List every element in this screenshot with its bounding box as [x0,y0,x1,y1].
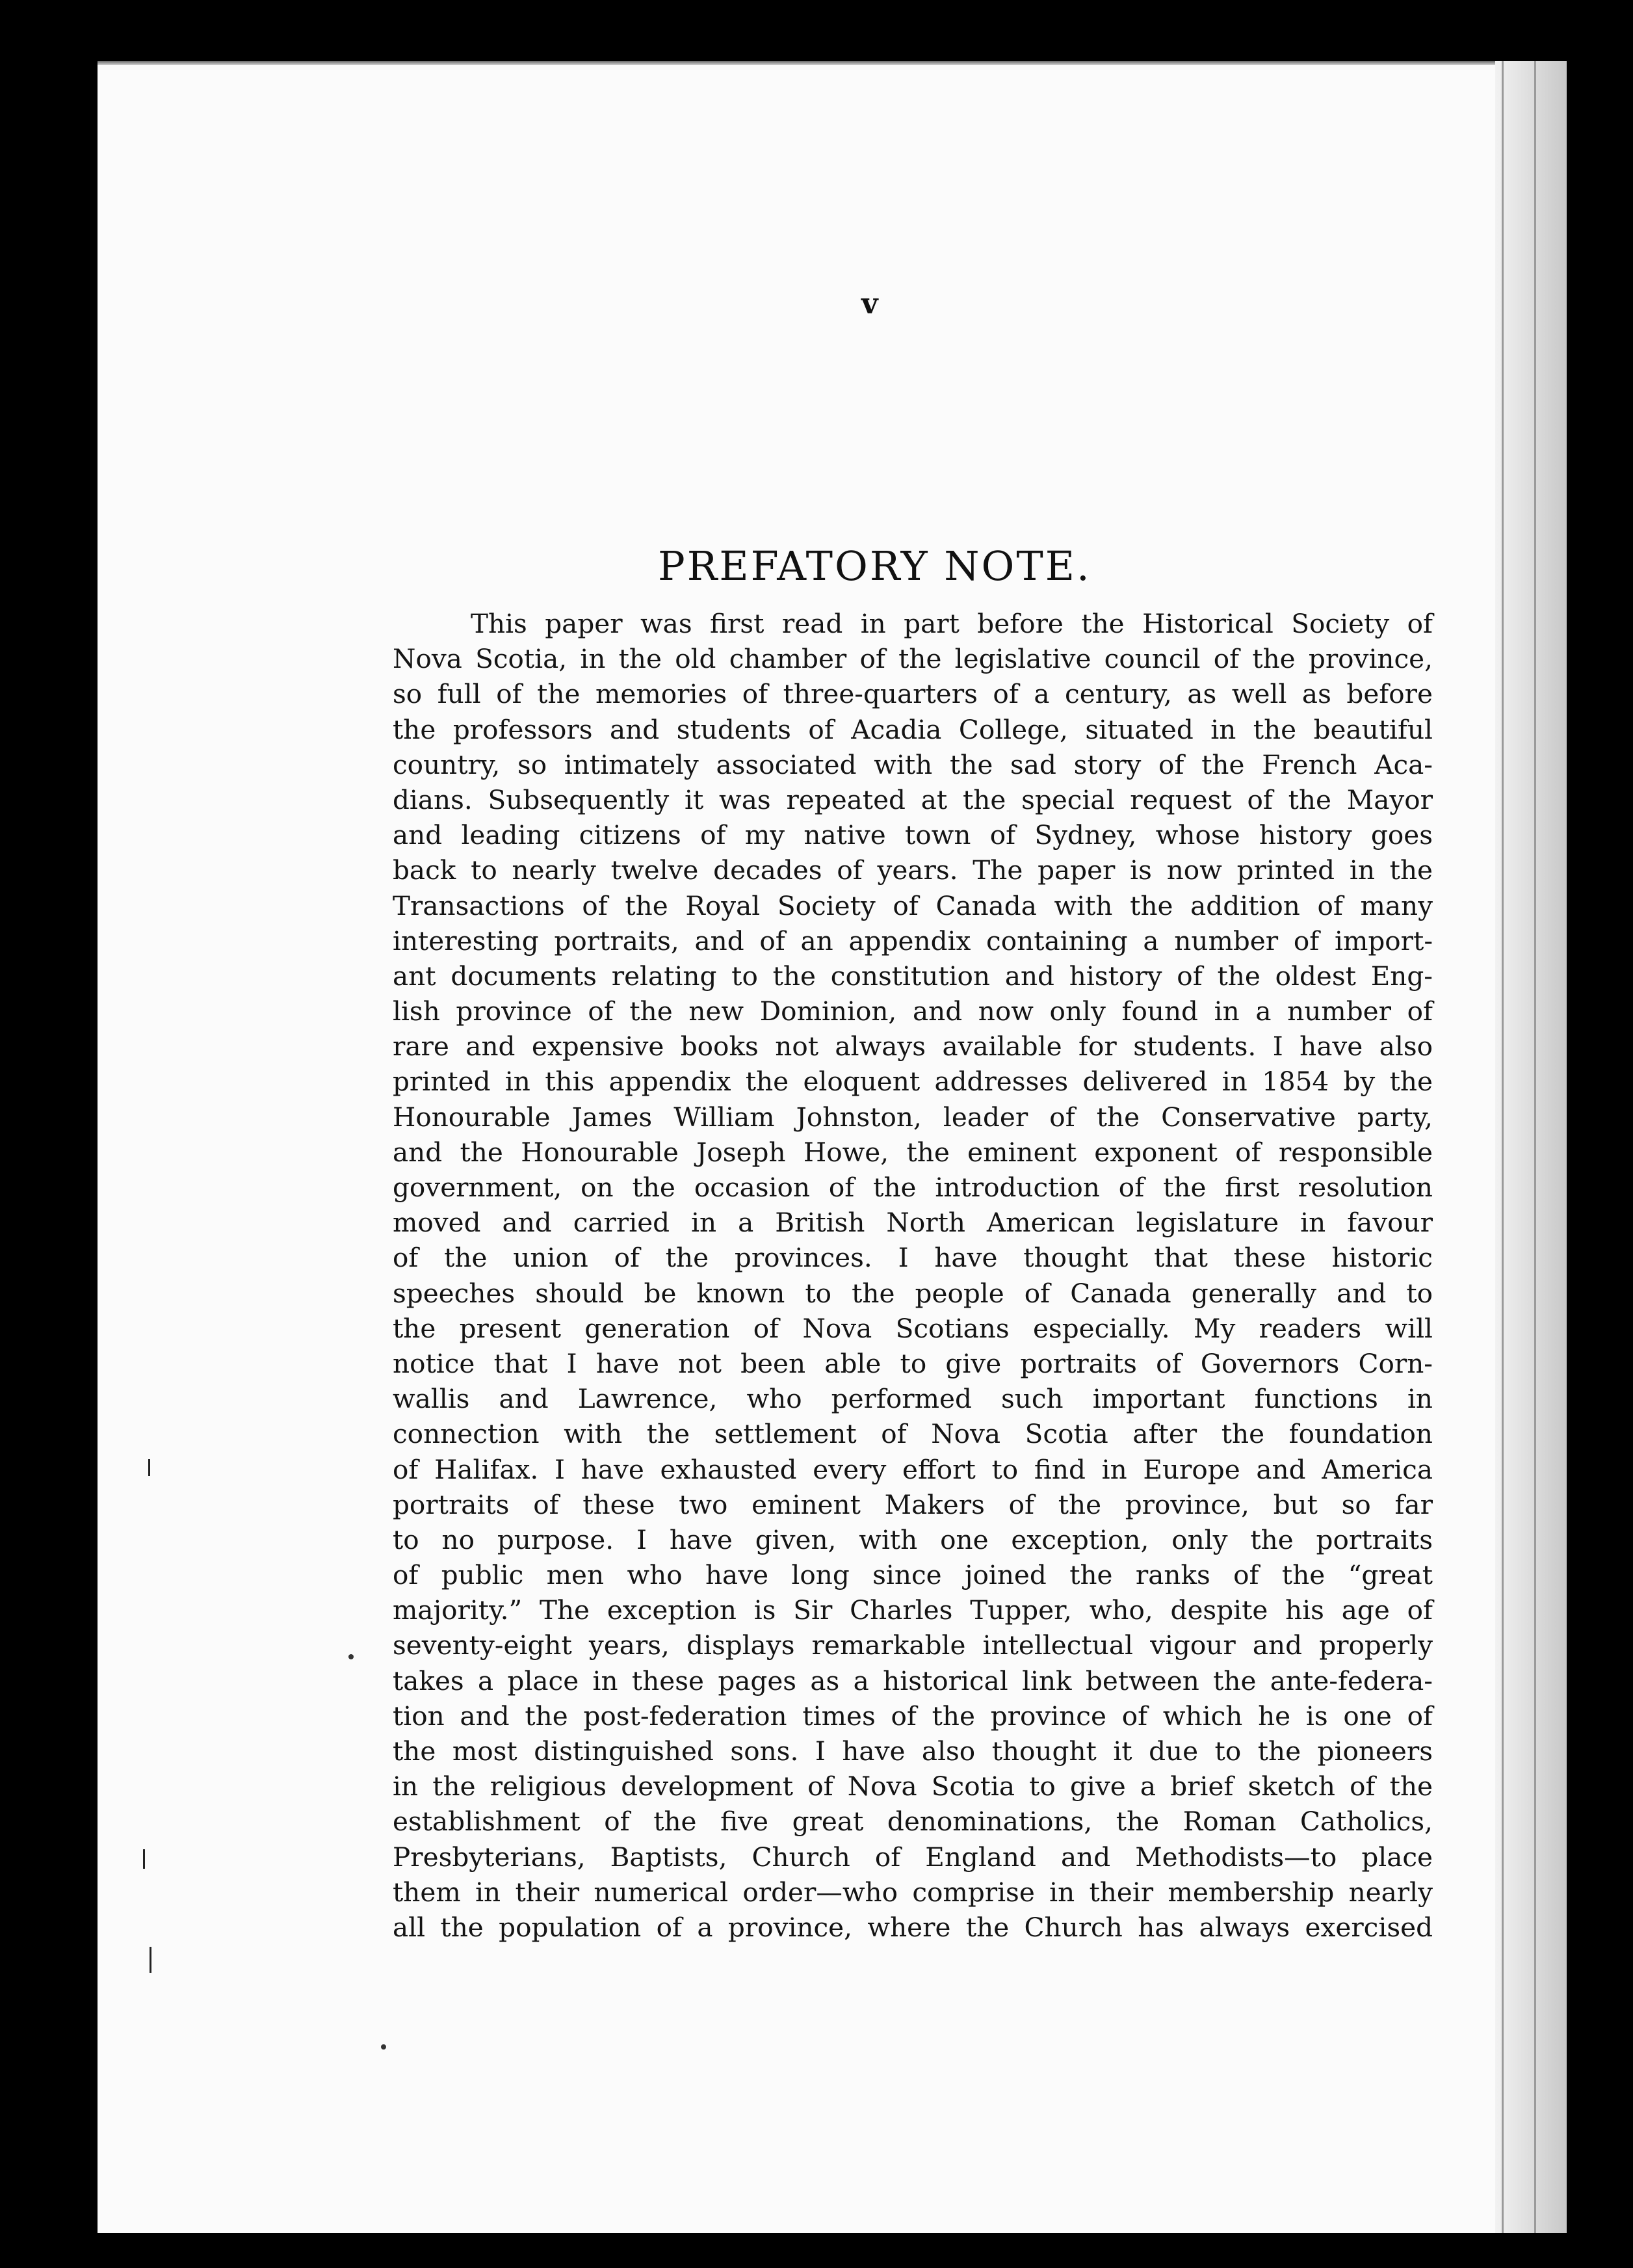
edge-line [1502,61,1504,2233]
text-line: in the religious development of Nova Scotia to give a brief sketch of the [393,1771,1433,1802]
text-line: back to nearly twelve decades of years. The paper is now printed in the [393,854,1433,886]
text-line: of Halifax. I have exhausted every effort to find in Europe and America [393,1453,1433,1485]
text-line: seventy-eight years, displays remarkable intellectual vigour and properly [393,1629,1433,1661]
page-number: v [861,287,878,321]
page-top-edge [98,61,1567,65]
text-line: takes a place in these pages as a historical link between the ante-federa- [393,1665,1433,1696]
text-line: notice that I have not been able to give portraits of Governors Corn- [393,1347,1433,1379]
scan-speck [348,1654,354,1659]
text-line: Presbyterians, Baptists, Church of England and Methodists—to place [393,1841,1433,1873]
text-line: Transactions of the Royal Society of Canada with the addition of many [393,890,1433,921]
text-line: to no purpose. I have given, with one exception, only the portraits [393,1523,1433,1555]
text-line: so full of the memories of three-quarters of a century, as well as before [393,678,1433,710]
scan-mark [143,1849,145,1869]
text-line: the professors and students of Acadia College, situated in the beautiful [393,713,1433,745]
text-line: lish province of the new Dominion, and now only found in a number of [393,996,1433,1027]
text-line: speeches should be known to the people of Canada generally and to [393,1277,1433,1309]
text-line: portraits of these two eminent Makers of the province, but so far [393,1488,1433,1520]
text-line: This paper was first read in part before the Historical Society of [471,608,1433,639]
text-line: and the Honourable Joseph Howe, the eminent exponent of responsible [393,1136,1433,1168]
text-line: Honourable James William Johnston, leader of the Conservative party, [393,1101,1433,1133]
scan-speck [381,2044,386,2050]
text-line: ant documents relating to the constitution and history of the oldest Eng- [393,960,1433,992]
text-line: majority.” The exception is Sir Charles Tupper, who, despite his age of [393,1594,1433,1626]
text-line: and leading citizens of my native town of Sydney, whose history goes [393,819,1433,851]
text-line: dians. Subsequently it was repeated at the special request of the Mayor [393,784,1433,815]
text-line: connection with the settlement of Nova Scotia after the foundation [393,1418,1433,1450]
text-line: rare and expensive books not always available for students. I have also [393,1031,1433,1062]
scan-mark [148,1459,150,1476]
text-line: government, on the occasion of the introduction of the first resolution [393,1172,1433,1203]
text-line: establishment of the five great denominations, the Roman Catholics, [393,1806,1433,1838]
text-line: tion and the post-federation times of the province of which he is one of [393,1700,1433,1732]
text-line: them in their numerical order—who comprise in their membership nearly [393,1876,1433,1908]
scan-mark [150,1947,151,1973]
text-line: all the population of a province, where the Church has always exercised [393,1911,1433,1943]
page-right-edge [1495,61,1567,2233]
text-line: country, so intimately associated with the sad story of the French Aca- [393,748,1433,780]
text-line: the present generation of Nova Scotians especially. My readers will [393,1312,1433,1344]
body-text [393,606,1433,1945]
text-line: moved and carried in a British North American legislature in favour [393,1207,1433,1239]
text-line: Nova Scotia, in the old chamber of the legislative council of the province, [393,643,1433,675]
page-title: PREFATORY NOTE. [658,542,1091,590]
text-line: wallis and Lawrence, who performed such important functions in [393,1383,1433,1415]
text-line: the most distinguished sons. I have also thought it due to the pioneers [393,1735,1433,1767]
text-line: of the union of the provinces. I have thought that these historic [393,1242,1433,1274]
text-line: of public men who have long since joined the ranks of the “great [393,1559,1433,1591]
edge-line [1534,61,1536,2233]
text-line: printed in this appendix the eloquent addresses delivered in 1854 by the [393,1066,1433,1098]
text-line: interesting portraits, and of an appendix containing a number of import- [393,925,1433,956]
scanned-page [98,61,1567,2233]
